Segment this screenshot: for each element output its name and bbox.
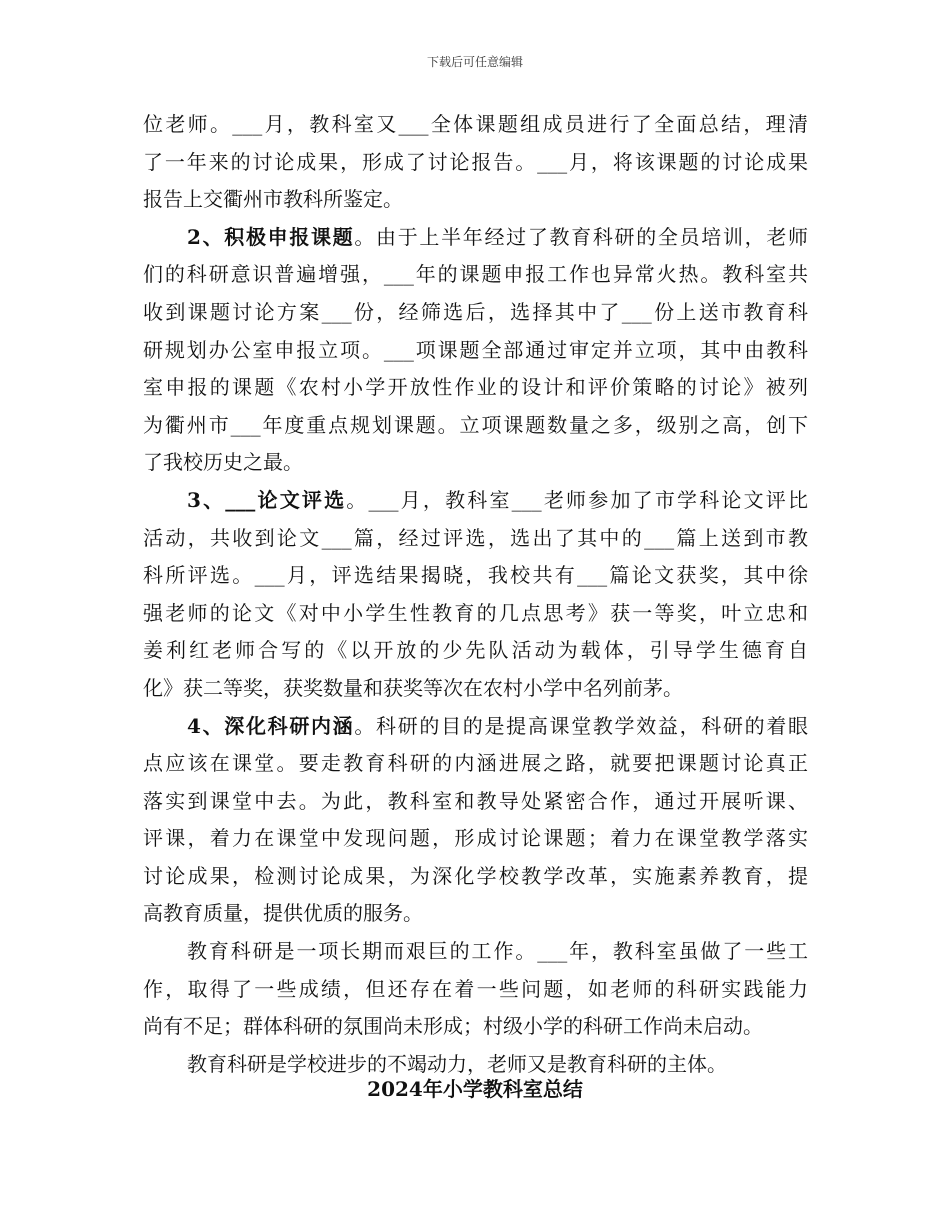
text-line bbox=[143, 708, 808, 746]
text-line: 化》获二等奖，获奖数量和获奖等次在农村小学中名列前茅。 bbox=[143, 675, 683, 700]
text-line: 作，取得了一些成绩，但还存在着一些问题，如老师的科研实践能力 bbox=[143, 976, 808, 1001]
text-line: 尚有不足；群体科研的氛围尚未形成；村级小学的科研工作尚未启动。 bbox=[143, 1014, 763, 1039]
text-line: 位老师。___月，教科室又___全体课题组成员进行了全面总结，理清 bbox=[143, 112, 808, 136]
text-span: 。___月，教科室___老师参加了市学科论文评比 bbox=[346, 487, 809, 512]
page-header: 下载后可任意编辑 bbox=[426, 55, 523, 69]
text-line: 评课，着力在课堂中发现问题，形成讨论课题；着力在课堂教学落实 bbox=[143, 826, 808, 851]
section-heading: 4、深化科研内涵 bbox=[187, 713, 355, 738]
text-line: 报告上交衢州市教科所鉴定。 bbox=[143, 187, 403, 212]
text-line bbox=[143, 482, 808, 520]
section-heading: 2、积极申报课题 bbox=[187, 224, 355, 249]
text-line: 为衢州市___年度重点规划课题。立项课题数量之多，级别之高，创下 bbox=[143, 412, 808, 437]
document-title: 2024年小学教科室总结 bbox=[367, 1077, 583, 1101]
text-line: 姜利红老师合写的《以开放的少先队活动为载体，引导学生德育自 bbox=[143, 638, 808, 663]
text-line: 高教育质量，提供优质的服务。 bbox=[143, 901, 423, 926]
text-line: 室申报的课题《农村小学开放性作业的设计和评价策略的讨论》被列 bbox=[143, 375, 808, 400]
text-line: 活动，共收到论文___篇，经过评选，选出了其中的___篇上送到市教 bbox=[143, 525, 808, 550]
text-line: 教育科研是学校进步的不竭动力，老师又是教育科研的主体。 bbox=[187, 1051, 727, 1076]
text-line: 研规划办公室申报立项。___项课题全部通过审定并立项，其中由教科 bbox=[143, 337, 808, 362]
text-line: 了我校历史之最。 bbox=[143, 450, 303, 475]
text-line: 收到课题讨论方案___份，经筛选后，选择其中了___份上送市教育科 bbox=[143, 299, 808, 324]
section-heading: 3、___论文评选 bbox=[187, 487, 347, 512]
text-line: 教育科研是一项长期而艰巨的工作。___年，教科室虽做了一些工 bbox=[187, 939, 808, 964]
text-span: 。由于上半年经过了教育科研的全员培训，老师 bbox=[354, 224, 809, 249]
text-line: 科所评选。___月，评选结果揭晓，我校共有___篇论文获奖，其中徐 bbox=[143, 563, 808, 588]
text-line: 点应该在课堂。要走教育科研的内涵进展之路，就要把课题讨论真正 bbox=[143, 751, 808, 776]
document-body bbox=[143, 106, 808, 1083]
text-line: 落实到课堂中去。为此，教科室和教导处紧密合作，通过开展听课、 bbox=[143, 788, 808, 813]
text-line: 强老师的论文《对中小学生性教育的几点思考》获一等奖，叶立忠和 bbox=[143, 600, 808, 625]
text-line: 讨论成果，检测讨论成果，为深化学校教学改革，实施素养教育，提 bbox=[143, 863, 808, 888]
text-line: 了一年来的讨论成果，形成了讨论报告。___月，将该课题的讨论成果 bbox=[143, 149, 808, 174]
text-line: 们的科研意识普遍增强，___年的课题申报工作也异常火热。教科室共 bbox=[143, 262, 808, 287]
text-line bbox=[143, 219, 808, 257]
text-span: 。科研的目的是提高课堂教学效益，科研的着眼 bbox=[354, 713, 809, 738]
